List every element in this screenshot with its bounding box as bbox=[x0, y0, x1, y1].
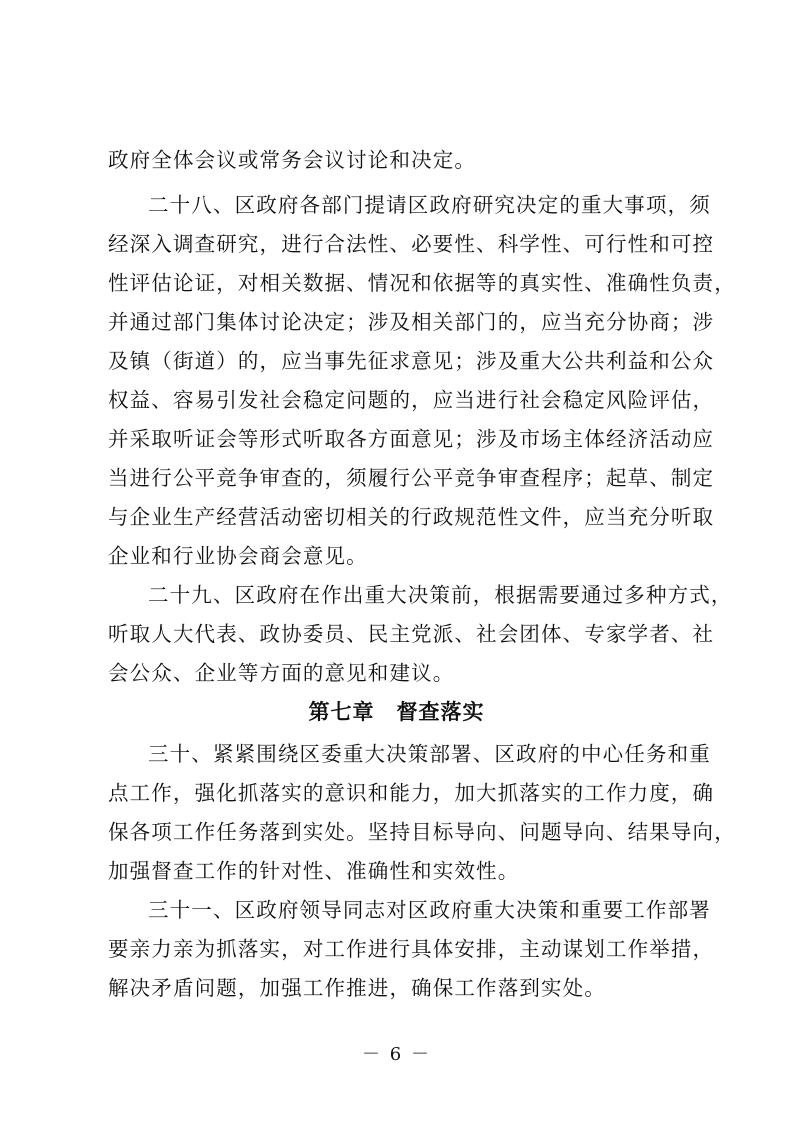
item-28-line-8: 当进行公平竞争审查的，须履行公平竞争审查程序；起草、制定 bbox=[108, 466, 715, 490]
item-28-line-3: 性评估论证，对相关数据、情况和依据等的真实性、准确性负责， bbox=[108, 271, 736, 295]
item-28-line-10: 企业和行业协会商会意见。 bbox=[108, 544, 368, 568]
item-29-line-1: 二十九、区政府在作出重大决策前，根据需要通过多种方式， bbox=[148, 583, 733, 607]
item-28-line-6: 权益、容易引发社会稳定问题的，应当进行社会稳定风险评估， bbox=[108, 388, 715, 412]
item-28-line-5: 及镇（街道）的，应当事先征求意见；涉及重大公共利益和公众 bbox=[108, 349, 715, 373]
item-31-line-3: 解决矛盾问题，加强工作推进，确保工作落到实处。 bbox=[108, 976, 606, 1000]
chapter-heading: 第七章 督查落实 bbox=[308, 700, 485, 724]
item-30-line-3: 保各项工作任务落到实处。坚持目标导向、问题导向、结果导向， bbox=[108, 820, 736, 844]
item-30-line-4: 加强督查工作的针对性、准确性和实效性。 bbox=[108, 859, 520, 883]
item-28-line-2: 经深入调查研究，进行合法性、必要性、科学性、可行性和可控 bbox=[108, 232, 715, 256]
item-28-line-9: 与企业生产经营活动密切相关的行政规范性文件，应当充分听取 bbox=[108, 505, 715, 529]
item-29-line-2: 听取人大代表、政协委员、民主党派、社会团体、专家学者、社 bbox=[108, 622, 715, 646]
item-31-line-2: 要亲力亲为抓落实，对工作进行具体安排，主动谋划工作举措， bbox=[108, 937, 715, 961]
item-28-line-4: 并通过部门集体讨论决定；涉及相关部门的，应当充分协商；涉 bbox=[108, 310, 715, 334]
item-30-line-1: 三十、紧紧围绕区委重大决策部署、区政府的中心任务和重 bbox=[148, 742, 711, 766]
page-number: － 6 － bbox=[362, 1044, 431, 1065]
item-28-line-1: 二十八、区政府各部门提请区政府研究决定的重大事项，须 bbox=[148, 193, 711, 217]
paragraph-continuation-line-1: 政府全体会议或常务会议讨论和决定。 bbox=[108, 148, 477, 172]
item-28-line-7: 并采取听证会等形式听取各方面意见；涉及市场主体经济活动应 bbox=[108, 427, 715, 451]
item-29-line-3: 会公众、企业等方面的意见和建议。 bbox=[108, 661, 455, 685]
item-31-line-1: 三十一、区政府领导同志对区政府重大决策和重要工作部署 bbox=[148, 898, 711, 922]
item-30-line-2: 点工作，强化抓落实的意识和能力，加大抓落实的工作力度，确 bbox=[108, 781, 715, 805]
